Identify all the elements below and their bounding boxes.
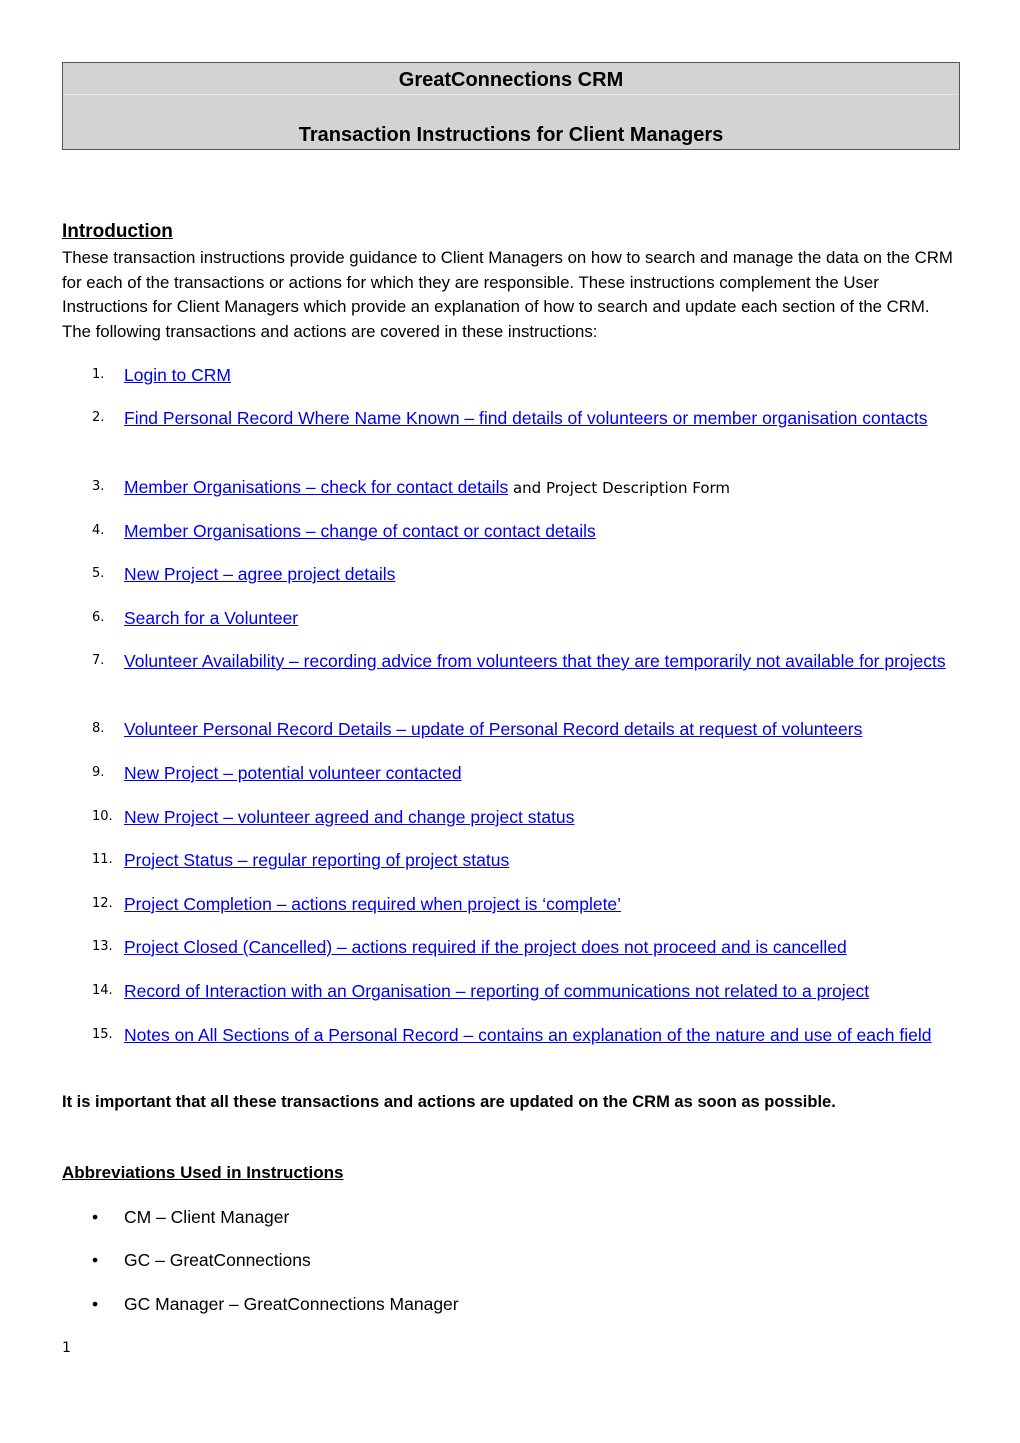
toc-link-record-interaction[interactable]: Record of Interaction with an Organisation – reporting of communications not related to a project [124,981,870,1001]
toc-link-potential-volunteer[interactable]: New Project – potential volunteer contacted [124,763,462,783]
list-item-number: 1. [92,367,105,382]
toc-suffix-text: and Project Description Form [508,479,731,497]
toc-link-project-closed[interactable]: Project Closed (Cancelled) – actions required if the project does not proceed and is cancelled [124,937,847,957]
toc-link-project-completion[interactable]: Project Completion – actions required when project is ‘complete’ [124,894,622,914]
toc-link-volunteer-record-details[interactable]: Volunteer Personal Record Details – update of Personal Record details at request of volunteers [124,719,863,739]
introduction-heading: Introduction [62,221,173,242]
toc-link-project-status[interactable]: Project Status – regular reporting of project status [124,850,510,870]
list-item-number: 12. [92,896,113,911]
list-item-number: 7. [92,653,105,668]
toc-link-notes-personal-record[interactable]: Notes on All Sections of a Personal Record – contains an explanation of the nature and use of each field [124,1025,932,1045]
list-item-number: 15. [92,1027,113,1042]
toc-link-member-org-check[interactable]: Member Organisations – check for contact details [124,477,509,497]
list-item-number: 5. [92,566,105,581]
toc-link-search-volunteer[interactable]: Search for a Volunteer [124,608,299,628]
title-box [62,62,960,150]
toc-link-volunteer-agreed[interactable]: New Project – volunteer agreed and change project status [124,807,575,827]
document-title: GreatConnections CRM [398,69,624,91]
list-item-number: 10. [92,809,113,824]
abbreviation-gc-manager: GC Manager – GreatConnections Manager [124,1294,459,1314]
bullet-icon: • [92,1207,99,1227]
toc-link-member-org-change[interactable]: Member Organisations – change of contact or contact details [124,521,596,541]
important-note: It is important that all these transactions and actions are updated on the CRM as soon as possible. [62,1093,836,1111]
toc-link-new-project-agree[interactable]: New Project – agree project details [124,564,396,584]
bullet-icon: • [92,1294,99,1314]
abbreviations-heading: Abbreviations Used in Instructions [62,1163,344,1182]
bullet-icon: • [92,1250,99,1270]
list-item-number: 9. [92,765,105,780]
toc-link-find-personal-record[interactable]: Find Personal Record Where Name Known – find details of volunteers or member organisation contacts [124,408,928,428]
introduction-paragraph: These transaction instructions provide guidance to Client Managers on how to search and manage the data on the CRM for each of the transactions or actions for which they are responsible. These instructions complement the User Instructions for Client Managers which provide an explanation of how to search and update each section of the CRM. The following transactions and actions are covered in these instructions: [62,248,953,341]
list-item-number: 14. [92,983,113,998]
title-divider [63,94,959,95]
toc-link-volunteer-availability[interactable]: Volunteer Availability – recording advice from volunteers that they are temporarily not available for projects [124,651,946,671]
list-item-number: 8. [92,721,105,736]
toc-link-login[interactable]: Login to CRM [124,365,231,385]
page-number: 1 [62,1340,71,1356]
document-subtitle: Transaction Instructions for Client Managers [298,124,724,146]
abbreviation-cm: CM – Client Manager [124,1207,290,1227]
abbreviation-gc: GC – GreatConnections [124,1250,311,1270]
list-item-number: 4. [92,523,105,538]
list-item-number: 3. [92,479,105,494]
list-item-number: 6. [92,610,105,625]
list-item-number: 2. [92,410,105,425]
list-item-number: 13. [92,939,113,954]
list-item-number: 11. [92,852,113,867]
